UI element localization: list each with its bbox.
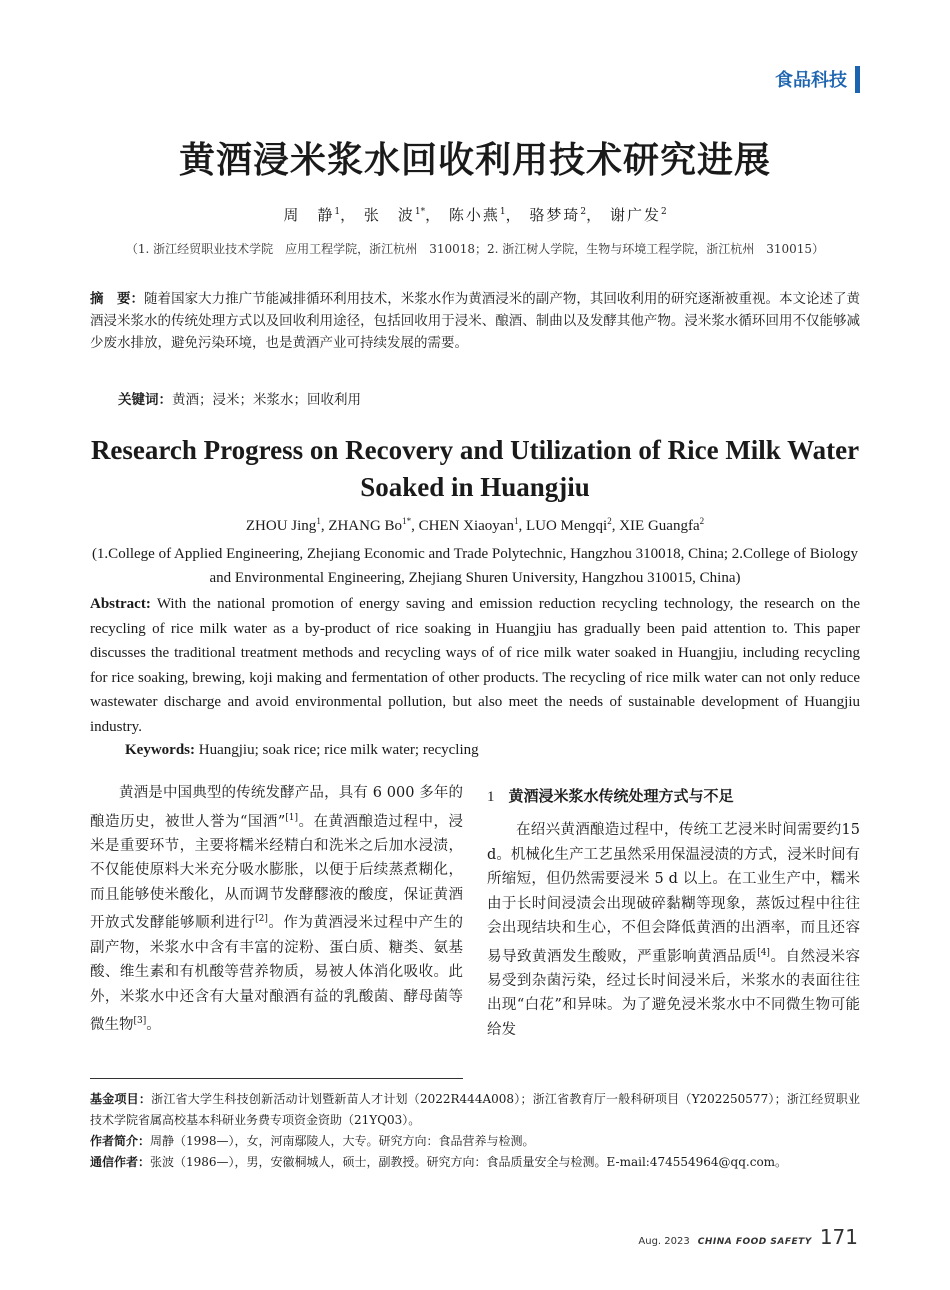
body-text: 在绍兴黄酒酿造过程中，传统工艺浸米时间需要约15 d。机械化生产工艺虽然采用保温浸渍的方式，浸米时间有所缩短，但仍然需要浸米 5 d 以上。在工业生产中，糯米由于长时间浸渍会出现破碎黏糊等现象，蒸饭过程中往往会出现结块和生心，不但会降低黄酒的出酒率，而且还容易导致黄酒发生酸败，严重影响黄酒品质 [487, 822, 860, 965]
authors-cn: 周 静$^1$， 张 波$^{1*}$， 陈小燕$^1$， 骆梦琦$^2$， 谢广发$^2$ [283, 206, 667, 224]
footnote-author-label: 作者简介： [90, 1134, 151, 1148]
body-paragraph [487, 818, 860, 1042]
footnote-corresponding-label: 通信作者： [90, 1155, 151, 1169]
section-accent-bar [855, 66, 860, 93]
title-en: Research Progress on Recovery and Utilization of Rice Milk Water Soaked in Huangjiu [90, 435, 860, 502]
footnote-fund [90, 1089, 860, 1131]
keywords-en [125, 742, 479, 759]
section-heading [487, 785, 734, 806]
author-cn: 陈小燕 [448, 206, 500, 224]
author-sup: 1* [402, 516, 412, 526]
author-sup: 1* [414, 207, 426, 217]
footnote-author-text: 周静（1998—），女，河南鄢陵人，大专。研究方向：食品营养与检测。 [150, 1134, 535, 1148]
footnote-fund-text: 浙江省大学生科技创新活动计划暨新苗人才计划（2022R444A008）；浙江省教育厅一般科研项目（Y202250577）；浙江经贸职业技术学院省属高校基本科研业务费专项资金资助（21YQ03）。 [90, 1092, 860, 1127]
footer-journal: CHINA FOOD SAFETY [697, 1237, 812, 1247]
body-text: 黄酒是中国典型的传统发酵产品，具有 6 000 多年的酿造历史，被世人誉为“国酒” [90, 785, 463, 830]
body-text: 。在黄酒酿造过程中，浸米是重要环节，主要将糯米经精白和洗米之后加水浸渍，不仅能使原料大米充分吸水膨胀，以便于后续蒸煮糊化，而且能够使米酸化，从而调节发酵醪液的酸度，保证黄酒开放式发酵能够顺利进行 [90, 813, 464, 932]
author-sup: 1 [334, 207, 341, 217]
author-sup: 2 [699, 516, 705, 526]
author-sup: 1 [513, 516, 519, 526]
body-text: 。自然浸米容易受到杂菌污染，经过长时间浸米后，米浆水的表面往往出现“白花”和异味。为了避免浸米浆水中不同微生物可能给发 [487, 948, 860, 1038]
abstract-cn-text: 随着国家大力推广节能减排循环利用技术，米浆水作为黄酒浸米的副产物，其回收利用的研究逐渐被重视。本文论述了黄酒浸米浆水的传统处理方式以及回收利用途径，包括回收用于浸米、酿酒、制曲以及发酵其他产物。浸米浆水循环回用不仅能够减少废水排放，避免污染环境，也是黄酒产业可持续发展的需要。 [90, 291, 861, 351]
author-en: ZHANG Bo [328, 518, 403, 534]
abstract-en [90, 592, 860, 739]
author-en: LUO Mengqi [525, 518, 608, 534]
author-cn: 周 静 [283, 206, 335, 224]
footer-date: Aug. 2023 [638, 1236, 690, 1247]
section-title: 黄酒浸米浆水传统处理方式与不足 [508, 787, 734, 805]
footnote-corresponding [90, 1152, 860, 1173]
section-label: 食品科技 [775, 70, 847, 91]
author-sup: 1 [499, 207, 506, 217]
section-number: 1 [487, 789, 495, 805]
author-cn: 谢广发 [609, 206, 661, 224]
footnotes [90, 1089, 860, 1173]
keywords-cn-label: 关键词： [118, 392, 172, 408]
body-text: 。 [146, 1016, 161, 1033]
page-footer [638, 1225, 858, 1249]
footnote-divider [90, 1078, 463, 1079]
citation: [2] [255, 914, 268, 925]
author-sup: 1 [316, 516, 321, 526]
body-paragraph [90, 781, 463, 1037]
keywords-cn-text: 黄酒；浸米；米浆水；回收利用 [172, 392, 361, 408]
page-number: 171 [819, 1225, 858, 1249]
affiliation-cn: （1. 浙江经贸职业技术学院 应用工程学院，浙江杭州 310018；2. 浙江树人学院，生物与环境工程学院，浙江杭州 310015） [125, 242, 825, 256]
citation: [4] [757, 947, 770, 958]
author-en: XIE Guangfa [619, 518, 700, 534]
author-sup: 2 [660, 207, 667, 217]
body-left-column [90, 781, 463, 1037]
title-cn: 黄酒浸米浆水回收利用技术研究进展 [178, 140, 771, 181]
author-en: ZHOU Jing [245, 518, 317, 534]
abstract-cn-label: 摘 要： [90, 291, 145, 307]
keywords-en-label: Keywords: [125, 742, 195, 758]
affiliation-en: (1.College of Applied Engineering, Zhejiang Economic and Trade Polytechnic, Hangzhou 310018, China; 2.College of Biology and Environmental Engineering, Zhejiang Shuren University, Hangzhou 310015, China) [91, 546, 859, 586]
citation: [3] [133, 1016, 147, 1027]
abstract-en-label: Abstract: [90, 596, 151, 612]
footnote-fund-label: 基金项目： [90, 1092, 152, 1106]
abstract-cn [90, 288, 860, 354]
author-sup: 2 [607, 516, 612, 526]
author-cn: 骆梦琦 [529, 206, 581, 224]
keywords-cn [118, 388, 361, 408]
citation: [1] [285, 812, 299, 823]
body-text: 。作为黄酒浸米过程中产生的副产物，米浆水中含有丰富的淀粉、蛋白质、糖类、氨基酸、维生素和有机酸等营养物质，易被人体消化吸收。此外，米浆水中还含有大量对酿酒有益的乳酸菌、酵母菌等微生物 [90, 915, 464, 1033]
author-sup: 2 [580, 207, 587, 217]
footnote-corresponding-text: 张波（1986—），男，安徽桐城人，硕士，副教授。研究方向：食品质量安全与检测。E-mail:474554964@qq.com。 [150, 1155, 788, 1169]
abstract-en-text: With the national promotion of energy saving and emission reduction recycling technology, the research on the recycling of rice milk water as a by-product of rice soaking in Huangjiu has gradually been paid attention to. This paper discusses the traditional treatment methods and recycling ways of of rice milk water soaked in Huangjiu, including recycling for rice soaking, brewing, koji making and fermentation of other products. The recycling of rice milk water can not only reduce wastewater discharge and avoid environmental pollution, but also meet the needs of sustainable development of Huangjiu industry. [90, 596, 860, 735]
authors-en: ZHOU Jing$^1$, ZHANG $Bo^{1*}$, CHEN Xiaoyan$^1$, LUO Mengqi$^2$, XIE Guangfa$^2$ [245, 516, 705, 534]
author-cn: 张 波 [363, 206, 415, 224]
footnote-author [90, 1131, 860, 1152]
keywords-en-text: Huangjiu; soak rice; rice milk water; recycling [198, 742, 479, 758]
author-en: CHEN Xiaoyan [418, 518, 514, 534]
body-right-column [487, 818, 860, 1042]
